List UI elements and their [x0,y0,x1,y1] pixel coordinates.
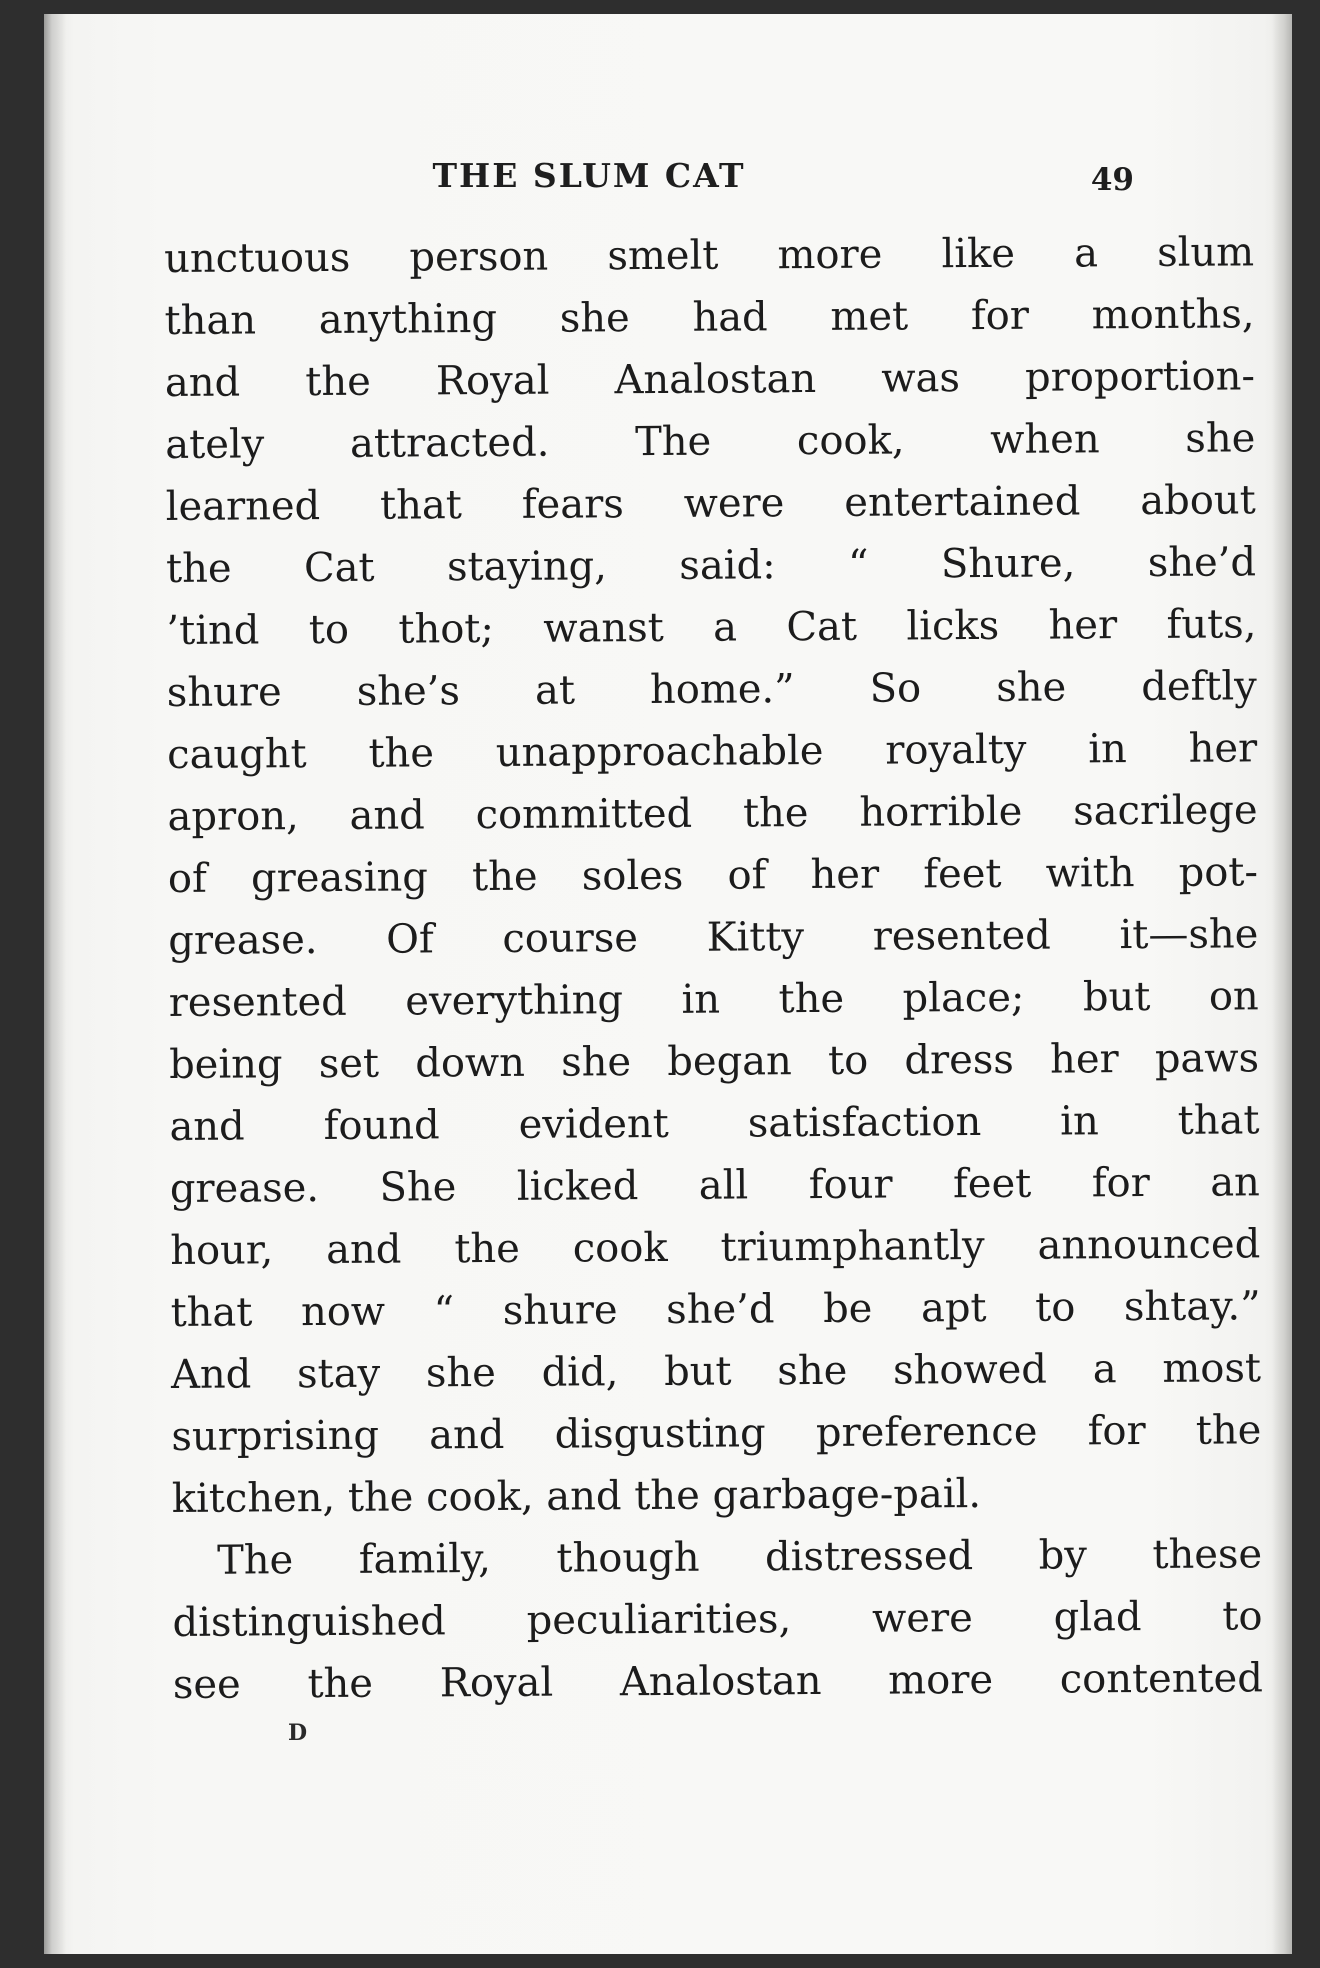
text-line: ately attracted. The cook, when she [165,415,1256,468]
body-text [164,221,1263,1716]
text-line: And stay she did, but she showed a most [170,1345,1262,1398]
text-line: resented everything in the place; but on [168,973,1259,1026]
page-edge [1272,14,1292,1954]
text-line: and the Royal Analostan was proportion- [164,353,1256,406]
running-head [44,154,1292,198]
text-line: caught the unapproachable royalty in her [167,725,1258,778]
text-line: ’tind to thot; wanst a Cat licks her futs, [166,601,1257,654]
text-line: surprising and disgusting preference for the [171,1407,1262,1460]
text-line: kitchen, the cook, and the garbage-pail. [171,1471,982,1522]
text-line: grease. Of course Kitty resented it—she [168,911,1259,964]
book-page [44,14,1292,1954]
text-line: distinguished peculiarities, were glad to [172,1593,1263,1646]
text-line: shure she’s at home.” So she deftly [166,663,1257,716]
text-line: see the Royal Analostan more contented [172,1655,1264,1708]
text-line: that now “ shure she’d be apt to shtay.” [170,1283,1261,1336]
text-line: learned that fears were entertained about [165,477,1256,530]
text-line: hour, and the cook triumphantly announced [170,1221,1261,1274]
text-line: and found evident satisfaction in that [169,1097,1260,1150]
running-title: THE SLUM CAT [432,156,746,195]
text-line: the Cat staying, said: “ Shure, she’d [165,539,1257,592]
page-number: 49 [1090,162,1134,198]
text-line: The family, though distressed by these [217,1531,1263,1584]
text-line: than anything she had met for months, [164,291,1255,344]
text-line: grease. She licked all four feet for an [169,1159,1260,1212]
text-line: of greasing the soles of her feet with pot- [167,849,1259,902]
gutter-shadow [44,14,66,1954]
text-line: being set down she began to dress her paws [168,1035,1260,1088]
text-line: unctuous person smelt more like a slum [164,229,1255,282]
signature-mark: D [288,1720,308,1746]
text-line: apron, and committed the horrible sacrilege [167,787,1258,840]
